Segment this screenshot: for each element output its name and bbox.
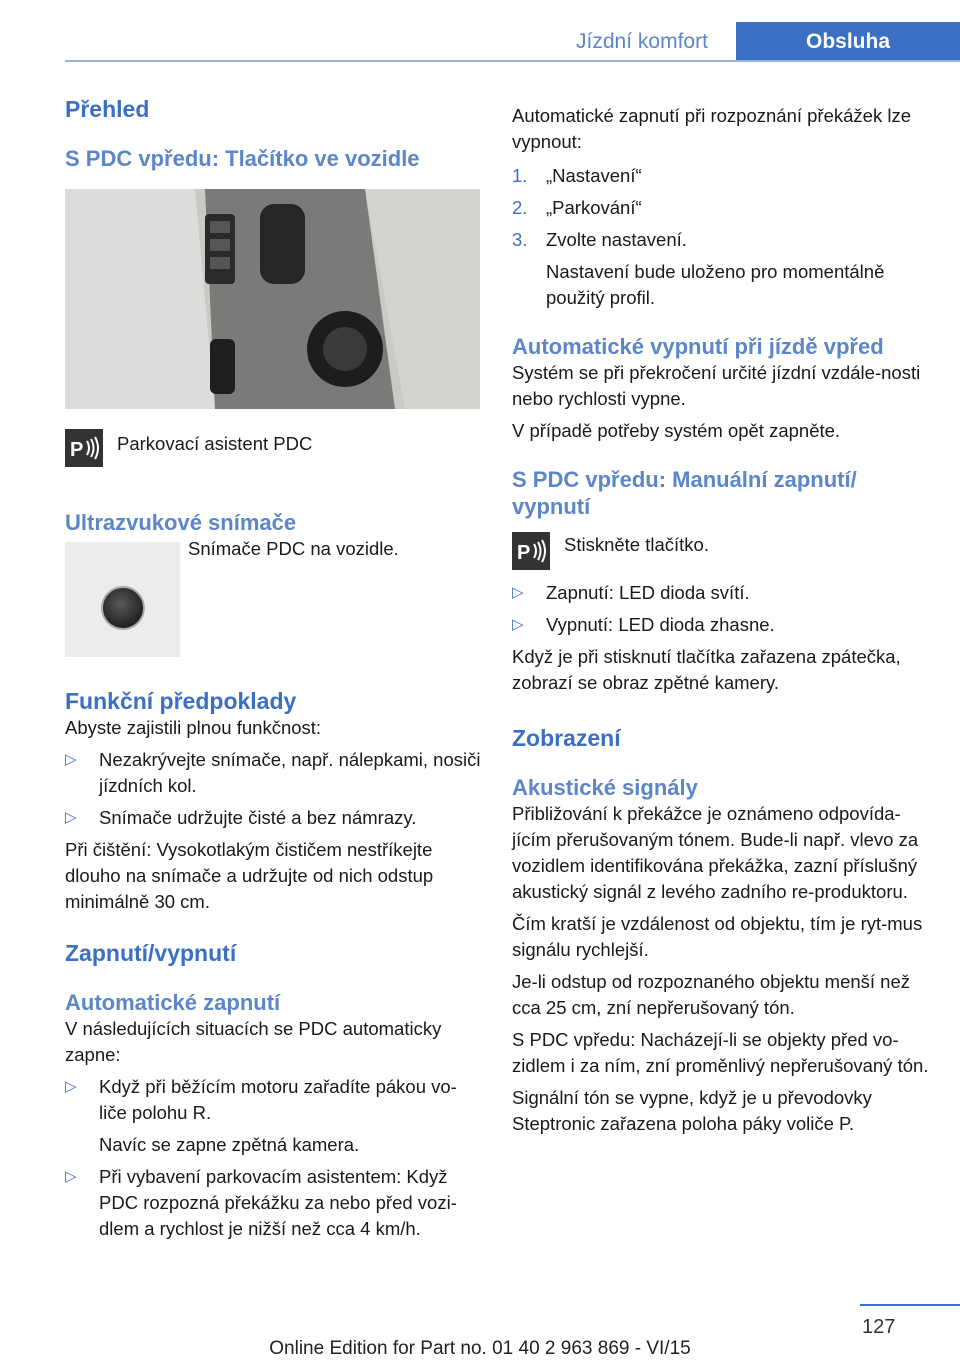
list-item: ▷ Vypnutí: LED dioda zhasne. — [512, 612, 930, 638]
heading-prehled: Přehled — [65, 96, 150, 122]
header-section: Jízdní komfort — [576, 30, 708, 53]
heading-auto-on: Automatické zapnutí — [65, 990, 281, 1015]
acoustic-p2: Čím kratší je vzdálenost od objektu, tím je ryt-mus signálu rychlejší. — [512, 913, 923, 960]
auto-on-intro: V následujících situacích se PDC automaticky zapne: — [65, 1018, 442, 1065]
auto-on-extra: Navíc se zapne zpětná kamera. — [99, 1134, 360, 1155]
step3-extra: Nastavení bude uloženo pro momentálně použitý profil. — [546, 261, 885, 308]
acoustic-p3: Je-li odstup od rozpoznaného objektu menší než cca 25 cm, zní nepřerušovaný tón. — [512, 971, 911, 1018]
list-item: 2. „Parkování“ — [512, 197, 642, 218]
preconditions-list — [65, 747, 483, 831]
svg-text:P: P — [70, 439, 84, 461]
list-item: 3. Zvolte nastavení. Nastavení bude uloženo pro momentálně použitý profil. — [512, 227, 930, 311]
console-photo — [65, 189, 480, 409]
header-chapter: Obsluha — [736, 22, 960, 62]
heading-sensors: Ultrazvukové snímače — [65, 510, 297, 535]
bullet-triangle-icon: ▷ — [512, 616, 524, 633]
right-column — [512, 95, 930, 1137]
bullet-triangle-icon: ▷ — [65, 809, 77, 826]
bullet-triangle-icon: ▷ — [512, 584, 524, 601]
sensor-photo — [65, 542, 180, 657]
page-number: 127 — [862, 1316, 896, 1338]
manual-list — [512, 580, 930, 638]
heading-manual: S PDC vpředu: Manuální zapnutí/ vypnutí — [512, 467, 857, 519]
preconditions-intro: Abyste zajistili plnou funkčnost: — [65, 717, 322, 738]
left-column — [65, 95, 483, 1242]
edition-text: Online Edition for Part no. 01 40 2 963 869 - VI/15 — [269, 1338, 691, 1359]
pdc-parking-icon — [65, 429, 103, 467]
list-item: ▷ Snímače udržujte čisté a bez námrazy. — [65, 805, 483, 831]
pdc-caption-row — [65, 429, 483, 467]
sensor-caption: Snímače PDC na vozidle. — [188, 538, 399, 559]
heading-display: Zobrazení — [512, 725, 621, 751]
svg-text:P: P — [517, 542, 531, 564]
bullet-triangle-icon: ▷ — [65, 1078, 77, 1095]
list-item: ▷ Zapnutí: LED dioda svítí. — [512, 580, 930, 606]
list-item: ▷ Když při běžícím motoru zařadíte pákou vo-liče polohu R. Navíc se zapne zpětná kamera. — [65, 1074, 483, 1158]
sensor-icon — [101, 586, 145, 630]
acoustic-p1: Přibližování k překážce je oznámeno odpovída-jícím přerušovaným tónem. Bude-li např. vlevo za vozidlem identifikována překážka, zazní příslušný akustický signál z levého zadního re-produktoru. — [512, 803, 919, 902]
heading-pdc-button: S PDC vpředu: Tlačítko ve vozidle — [65, 146, 420, 171]
disable-intro: Automatické zapnutí při rozpoznání překážek lze vypnout: — [512, 105, 911, 152]
pdc-caption: Parkovací asistent PDC — [117, 433, 313, 454]
acoustic-p5: Signální tón se vypne, když je u převodovky Steptronic zařazena poloha páky voliče P. — [512, 1087, 872, 1134]
manual-caption-row — [512, 532, 930, 570]
manual-caption: Stiskněte tlačítko. — [564, 534, 709, 555]
reverse-text: Když je při stisknutí tlačítka zařazena zpátečka, zobrazí se obraz zpětné kamery. — [512, 646, 901, 693]
heading-onoff: Zapnutí/vypnutí — [65, 940, 237, 966]
settings-steps — [512, 163, 930, 311]
heading-acoustic: Akustické signály — [512, 775, 698, 800]
bullet-triangle-icon: ▷ — [65, 1168, 77, 1185]
auto-off-text2: V případě potřeby systém opět zapněte. — [512, 420, 841, 441]
list-item: 1. „Nastavení“ — [512, 165, 642, 186]
auto-off-text: Systém se při překročení určité jízdní vzdále-nosti nebo rychlosti vypne. — [512, 362, 921, 409]
sensor-row — [65, 536, 483, 657]
footer-divider — [860, 1304, 960, 1306]
bullet-triangle-icon: ▷ — [65, 751, 77, 768]
header-divider — [65, 60, 960, 62]
cleaning-text: Při čištění: Vysokotlakým čističem nestříkejte dlouho na snímače a udržujte od nich odstup minimálně 30 cm. — [65, 839, 434, 912]
center-console-image — [65, 189, 480, 409]
pdc-parking-icon — [512, 532, 550, 570]
heading-preconditions: Funkční předpoklady — [65, 688, 297, 714]
list-item: ▷ Při vybavení parkovacím asistentem: Když PDC rozpozná překážku za nebo před vozi-dlem a rychlost je nižší než cca 4 km/h. — [65, 1166, 457, 1239]
acoustic-p4: S PDC vpředu: Nacházejí-li se objekty před vo-zidlem i za ním, zní proměnlivý nepřerušovaný tón. — [512, 1029, 929, 1076]
heading-auto-off: Automatické vypnutí při jízdě vpřed — [512, 334, 884, 359]
list-item: ▷ Nezakrývejte snímače, např. nálepkami, nosiči jízdních kol. — [65, 749, 481, 796]
auto-on-list — [65, 1074, 483, 1242]
